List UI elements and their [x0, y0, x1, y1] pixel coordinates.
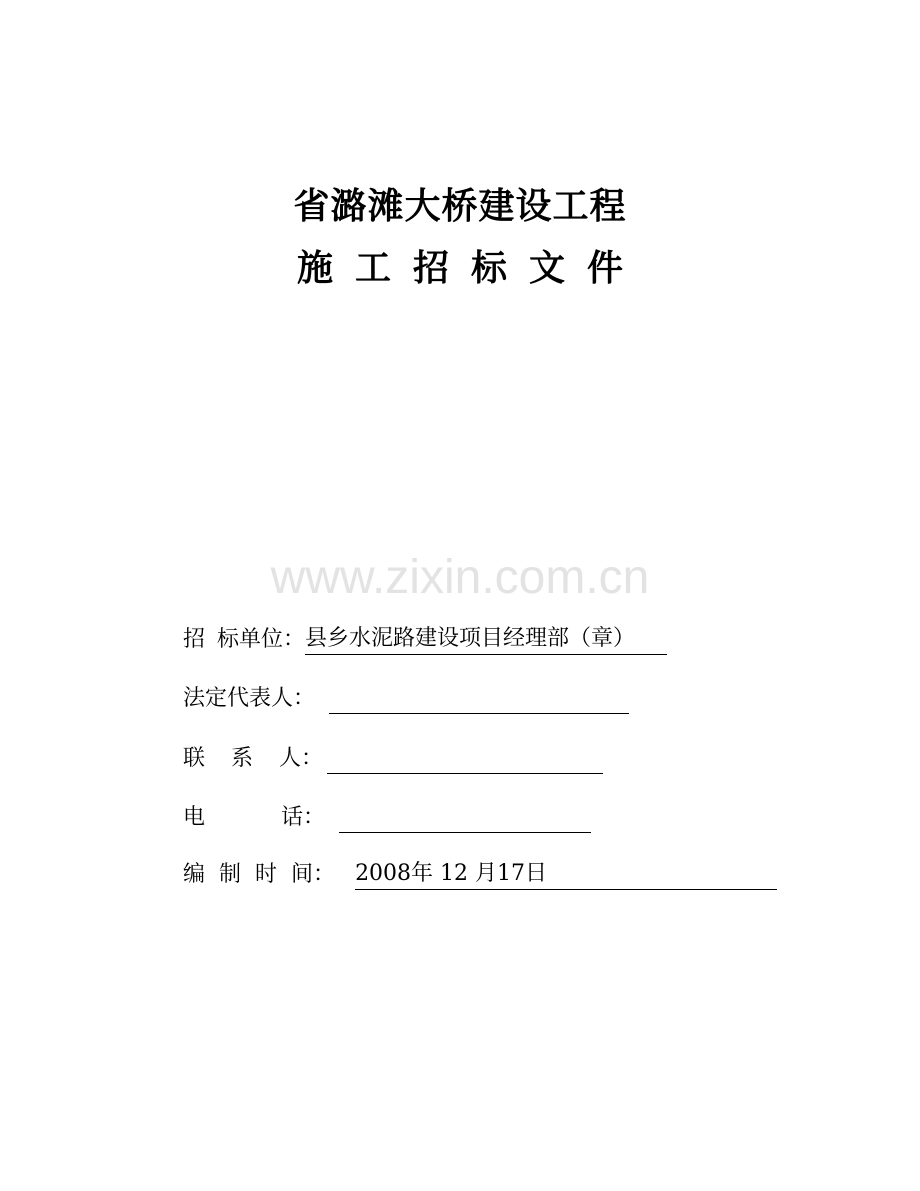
bidder-label-a: 招 [183, 627, 206, 652]
bidder-value: 县乡水泥路建设项目经理部（章） [305, 626, 667, 655]
contact-label-c: 人： [279, 746, 324, 771]
document-subtitle: 施工招标文件 [296, 248, 645, 289]
date-label-c: 时 [255, 862, 278, 887]
contact-label-b: 系 [231, 746, 254, 771]
date-label-b: 制 [219, 862, 242, 887]
phone-value [339, 804, 591, 833]
legal-rep-label: 法定代表人： [183, 686, 316, 711]
bidder-field [183, 625, 667, 655]
date-value: 2008年 12 月17日 [355, 861, 777, 890]
legal-rep-field [183, 684, 629, 714]
date-field [183, 860, 777, 890]
phone-field [183, 803, 591, 833]
contact-label-a: 联 [183, 746, 206, 771]
phone-label-a: 电 [183, 805, 206, 830]
document-title: 省潞滩大桥建设工程 [293, 186, 627, 227]
bidder-label-b: 标单位： [217, 627, 306, 652]
contact-value [327, 745, 603, 774]
watermark: www.zixin.com.cn [270, 551, 650, 604]
phone-label-b: 话： [281, 805, 326, 830]
date-label-a: 编 [183, 862, 206, 887]
contact-field [183, 744, 603, 774]
legal-rep-value [329, 685, 629, 714]
date-label-d: 间： [291, 862, 336, 887]
